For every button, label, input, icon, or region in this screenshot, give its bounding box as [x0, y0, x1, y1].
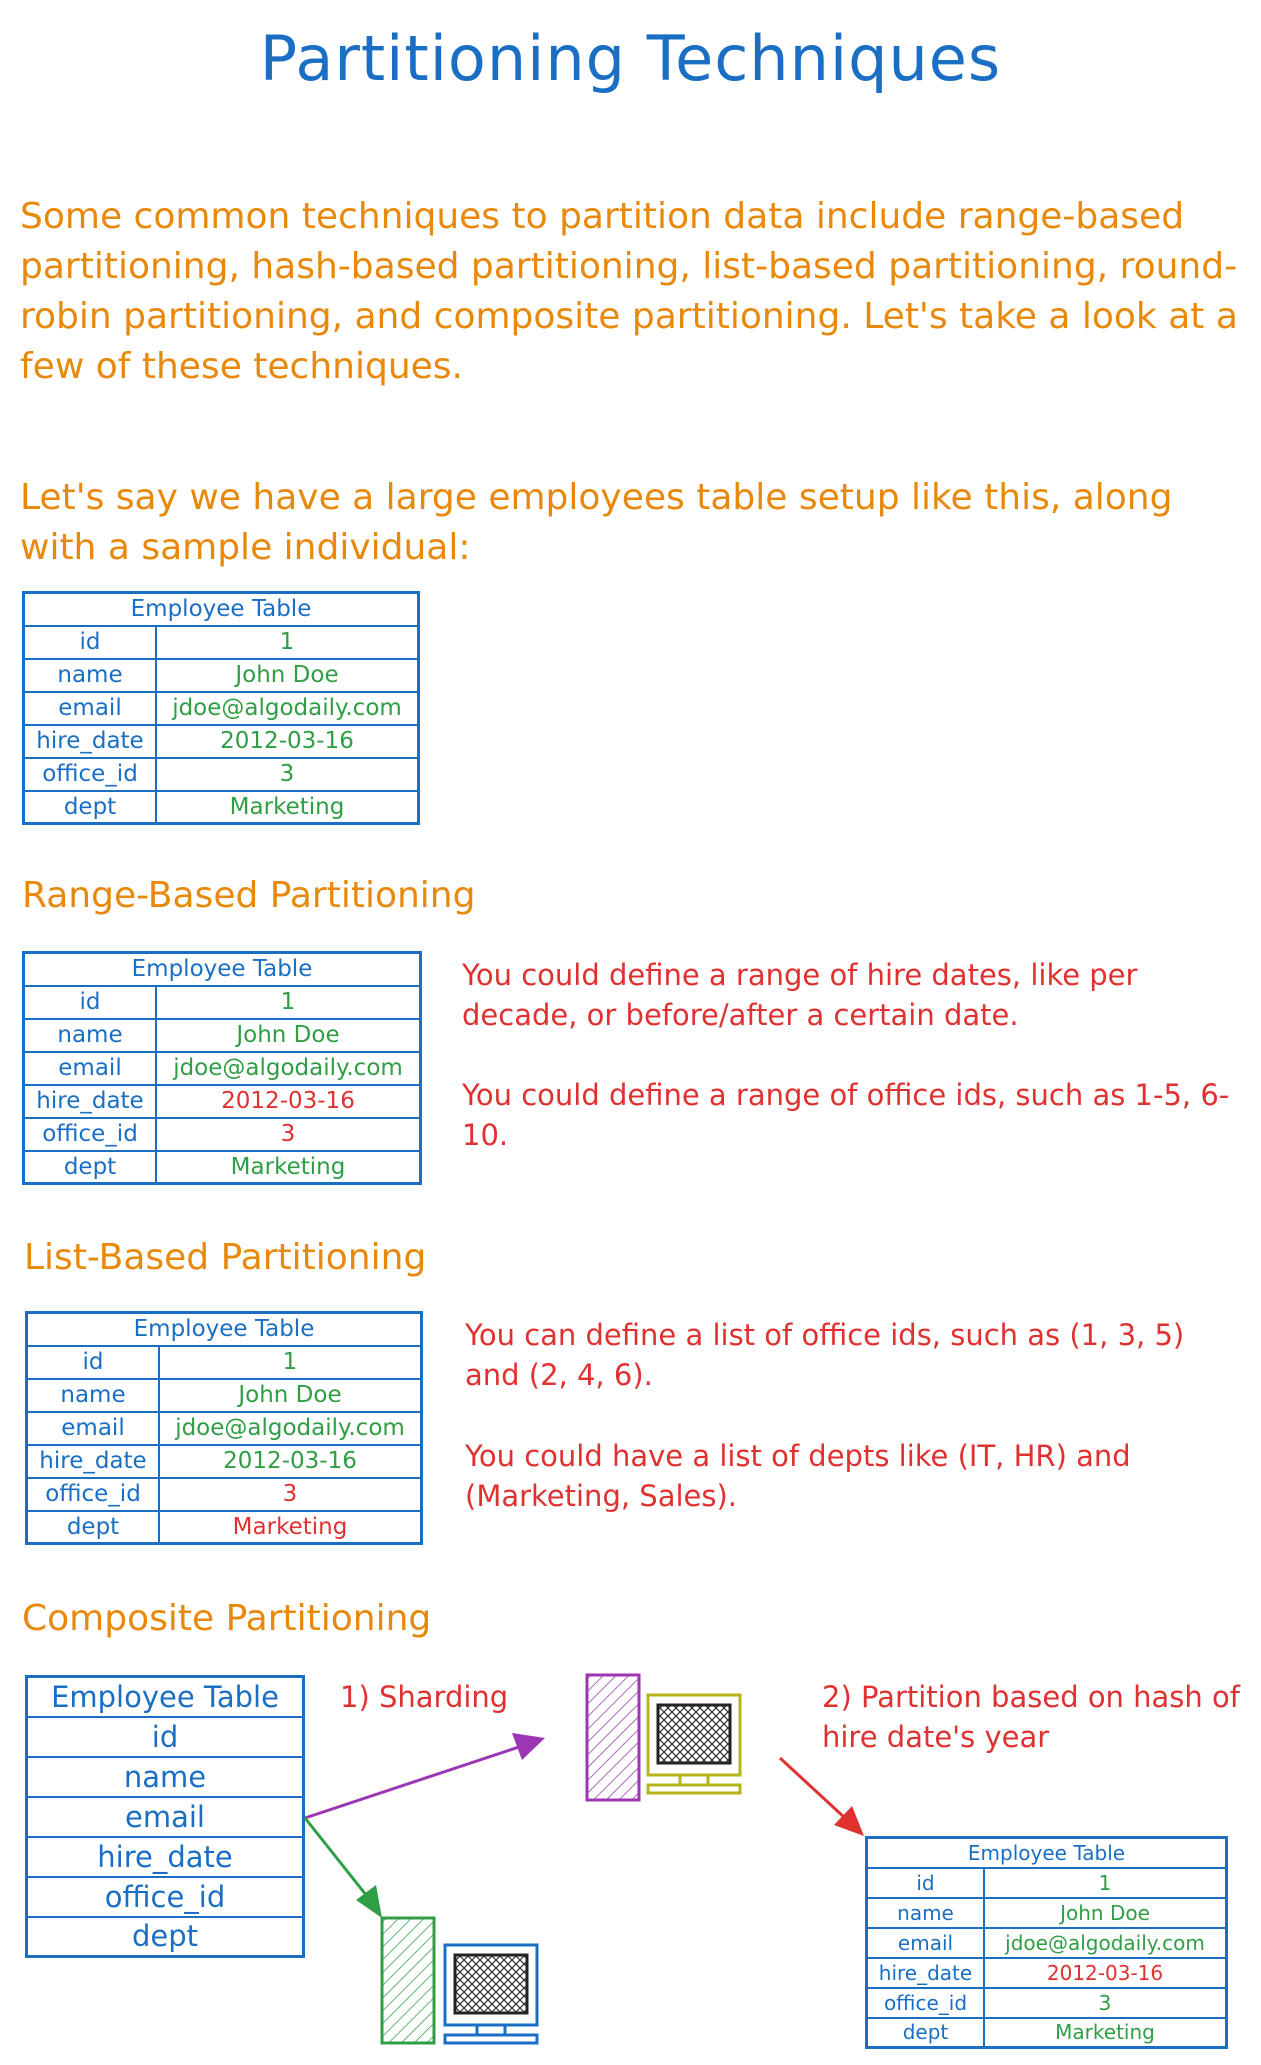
table-caption: Employee Table	[24, 953, 421, 986]
value-name: John Doe	[159, 1379, 422, 1412]
range-note-hire-dates: You could define a range of hire dates, like per decade, or before/after a certain date.	[462, 958, 1138, 1032]
value-email: jdoe@algodaily.com	[159, 1412, 422, 1445]
value-email: jdoe@algodaily.com	[156, 692, 419, 725]
key-dept: dept	[24, 1151, 157, 1184]
table-caption: Employee Table	[27, 1677, 304, 1717]
value-office-id: 3	[156, 758, 419, 791]
value-id: 1	[984, 1868, 1227, 1898]
key-dept: dept	[867, 2018, 985, 2048]
value-id: 1	[159, 1346, 422, 1379]
range-heading: Range-Based Partitioning	[22, 875, 476, 916]
key-name: name	[24, 659, 157, 692]
table-caption: Employee Table	[867, 1838, 1227, 1868]
arrow-to-partition	[780, 1758, 864, 1836]
key-office-id: office_id	[867, 1988, 985, 2018]
key-hire-date: hire_date	[24, 1085, 157, 1118]
key-name: name	[27, 1757, 304, 1797]
table-caption: Employee Table	[27, 1313, 422, 1346]
value-dept: Marketing	[156, 791, 419, 824]
key-id: id	[24, 626, 157, 659]
list-heading: List-Based Partitioning	[24, 1237, 427, 1278]
intro-paragraph: Some common techniques to partition data include range-based partitioning, hash-based partitioning, list-based partitioning, round-robin partitioning, and composite partitioning. Let's take a look at a few of these techniques.	[20, 196, 1238, 387]
server-icon-purple	[587, 1675, 639, 1800]
value-id: 1	[156, 986, 421, 1019]
key-id: id	[27, 1346, 160, 1379]
list-note-office-ids: You can define a list of office ids, such as (1, 3, 5) and (2, 4, 6).	[465, 1318, 1185, 1392]
key-id: id	[24, 986, 157, 1019]
value-office-id: 3	[984, 1988, 1227, 2018]
key-name: name	[27, 1379, 160, 1412]
hash-partition-label: 2) Partition based on hash of hire date's year	[822, 1680, 1240, 1754]
value-dept-highlighted: Marketing	[159, 1511, 422, 1544]
key-hire-date: hire_date	[24, 725, 157, 758]
key-email: email	[27, 1412, 160, 1445]
setup-paragraph: Let's say we have a large employees table setup like this, along with a sample individual:	[20, 477, 1173, 568]
value-dept: Marketing	[984, 2018, 1227, 2048]
key-email: email	[24, 1052, 157, 1085]
arrow-to-shard-1	[305, 1733, 545, 1818]
value-name: John Doe	[156, 1019, 421, 1052]
value-id: 1	[156, 626, 419, 659]
key-dept: dept	[27, 1917, 304, 1957]
key-hire-date: hire_date	[867, 1958, 985, 1988]
value-office-id-highlighted: 3	[156, 1118, 421, 1151]
key-id: id	[27, 1717, 304, 1757]
key-name: name	[24, 1019, 157, 1052]
key-office-id: office_id	[24, 1118, 157, 1151]
key-hire-date: hire_date	[27, 1837, 304, 1877]
key-id: id	[867, 1868, 985, 1898]
value-dept: Marketing	[156, 1151, 421, 1184]
key-email: email	[27, 1797, 304, 1837]
key-office-id: office_id	[24, 758, 157, 791]
key-hire-date: hire_date	[27, 1445, 160, 1478]
key-dept: dept	[27, 1511, 160, 1544]
key-email: email	[24, 692, 157, 725]
value-name: John Doe	[156, 659, 419, 692]
monitor-icon-blue	[445, 1945, 537, 2043]
key-office-id: office_id	[27, 1478, 160, 1511]
key-email: email	[867, 1928, 985, 1958]
table-caption: Employee Table	[24, 593, 419, 626]
key-name: name	[867, 1898, 985, 1928]
key-dept: dept	[24, 791, 157, 824]
value-email: jdoe@algodaily.com	[984, 1928, 1227, 1958]
value-name: John Doe	[984, 1898, 1227, 1928]
composite-heading: Composite Partitioning	[22, 1598, 432, 1639]
value-hire-date-highlighted: 2012-03-16	[984, 1958, 1227, 1988]
server-icon-green	[382, 1918, 434, 2043]
value-hire-date: 2012-03-16	[159, 1445, 422, 1478]
value-office-id-highlighted: 3	[159, 1478, 422, 1511]
range-note-office-ids: You could define a range of office ids, such as 1-5, 6-10.	[462, 1078, 1230, 1152]
key-office-id: office_id	[27, 1877, 304, 1917]
value-hire-date: 2012-03-16	[156, 725, 419, 758]
value-email: jdoe@algodaily.com	[156, 1052, 421, 1085]
list-note-depts: You could have a list of depts like (IT, HR) and (Marketing, Sales).	[465, 1439, 1131, 1513]
sharding-label: 1) Sharding	[340, 1680, 509, 1714]
page-title: Partitioning Techniques	[259, 22, 1002, 95]
monitor-icon-olive	[648, 1695, 740, 1793]
arrow-to-shard-2	[305, 1818, 382, 1918]
value-hire-date-highlighted: 2012-03-16	[156, 1085, 421, 1118]
